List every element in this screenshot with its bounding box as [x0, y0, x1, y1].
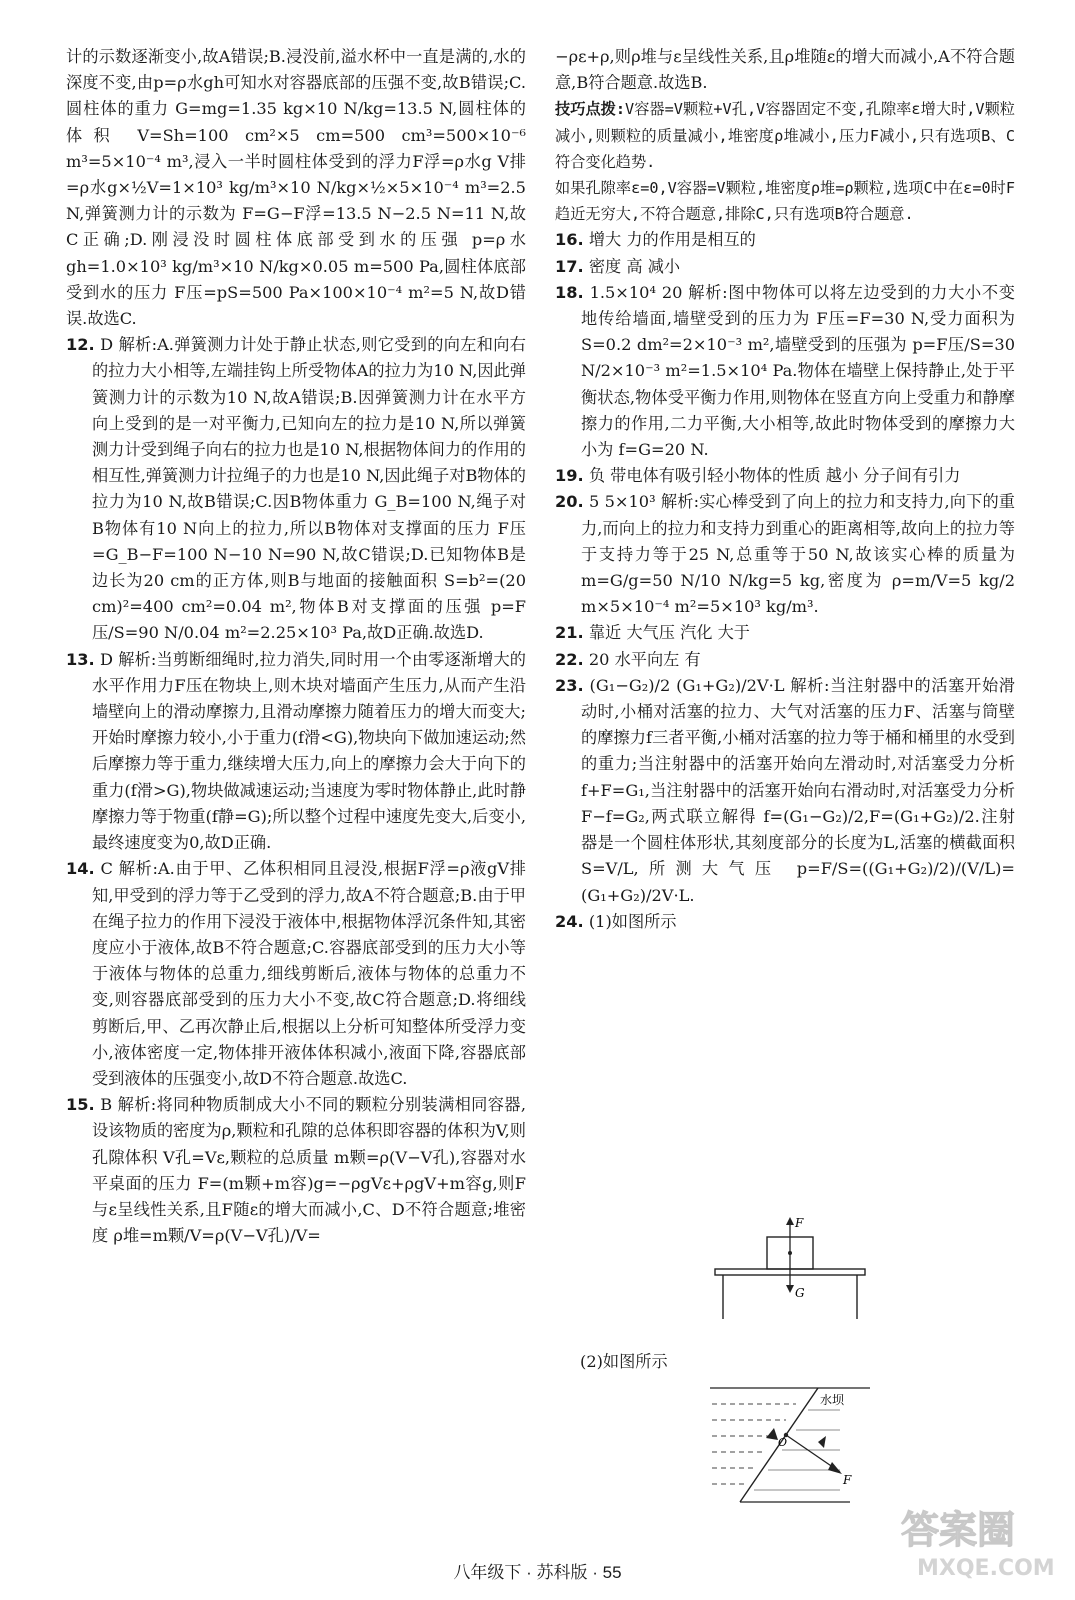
- answer-item-17: [555, 254, 1015, 280]
- continued-paragraph: −ρε+ρ,则ρ堆与ε呈线性关系,且ρ堆随ε的增大而减小,A不符合题意,B符合题意.故选B.: [555, 47, 1015, 93]
- item-number: 24.: [555, 911, 584, 931]
- pressure-marker-2: [818, 1436, 826, 1448]
- right-column: [555, 44, 1015, 935]
- answer-item-14: [66, 856, 526, 1092]
- answer-item-21: [555, 620, 1015, 646]
- item-text: D 解析:当剪断细绳时,拉力消失,同时用一个由零逐渐增大的水平作用力F压在物块上,则木块对墙面产生压力,从而产生沿墙壁向上的滑动摩擦力,且滑动摩擦力随着压力的增大而变大;开始时摩擦力较小,小于重力(f滑<G),物块向下做加速运动;然后摩擦力等于重力,继续增大压力,向上的摩擦力会大于向下的重力(f滑>G),物块做减速运动;当速度为零时物体静止,此时静摩擦力等于物重(f静=G);所以整个过程中速度先变大,后变小,最终速度变为0,故D正确.: [92, 649, 526, 853]
- item-text: 靠近 大气压 汽化 大于: [588, 623, 750, 643]
- item-24-part2: (2)如图所示: [580, 1352, 668, 1371]
- dam-hatch: [754, 1410, 840, 1490]
- watermark-url: MXQE.COM: [917, 1556, 1055, 1581]
- item-text: 负 带电体有吸引轻小物体的性质 越小 分子间有引力: [588, 466, 961, 486]
- page-footer: 八年级下 · 苏科版 · 55: [453, 1563, 622, 1582]
- left-column: [66, 44, 526, 1249]
- answer-item-19: [555, 463, 1015, 489]
- pressure-marker: [766, 1428, 778, 1440]
- arrowhead-down: [786, 1285, 794, 1293]
- label-G: G: [795, 1286, 805, 1300]
- label-O: O: [778, 1436, 788, 1449]
- arrowhead-up: [786, 1217, 794, 1225]
- item-number: 17.: [555, 256, 584, 276]
- figure-block-on-table: [705, 1215, 875, 1325]
- tip-text-2: 如果孔隙率ε=0,V容器=V颗粒,堆密度ρ堆=ρ颗粒,选项C中在ε=0时F趋近无穷大,不符合题意,排除C,只有选项B符合题意.: [555, 179, 1015, 224]
- item-number: 12.: [66, 335, 95, 355]
- label-F: F: [795, 1216, 804, 1230]
- item-text: 5 5×10³ 解析:实心棒受到了向上的拉力和支持力,向下的重力,而向上的拉力和支持力到重心的距离相等,故向上的拉力等于支持力等于25 N,总重等于50 N,故该实心棒的质量为 m=G/g=50 N/10 N/kg=5 kg,密度为 ρ=m/V=5 kg/2 m×5×10⁻⁴ m²=5×10³ kg/m³.: [581, 492, 1015, 617]
- tip-label: 技巧点拨:: [555, 100, 626, 119]
- answer-item-13: [66, 647, 526, 857]
- item-number: 14.: [66, 859, 95, 879]
- answer-item-12: [66, 332, 526, 646]
- item-text: 20 水平向左 有: [588, 649, 701, 669]
- answer-item-20: [555, 489, 1015, 620]
- item-number: 18.: [555, 282, 584, 302]
- item-text: B 解析:将同种物质制成大小不同的颗粒分别装满相同容器,设该物质的密度为ρ,颗粒和孔隙的总体积即容器的体积为V,则孔隙体积 V孔=Vε,颗粒的总质量 m颗=ρ(V−V孔),容器对水平桌面的压力 F=(m颗+m容)g=−ρgVε+ρgV+m容g,则F与ε呈线性关系,且F随ε的增大而减小,C、D不符合题意;堆密度 ρ堆=m颗/V=ρ(V−V孔)/V=: [92, 1095, 527, 1246]
- watermark-text: 答案圈: [901, 1508, 1016, 1552]
- item-number: 21.: [555, 623, 584, 643]
- answer-item-22: [555, 647, 1015, 673]
- item-text: (G₁−G₂)/2 (G₁+G₂)/2V·L 解析:当注射器中的活塞开始滑动时,小桶对活塞的拉力、大气对活塞的压力F、活塞与筒壁的摩擦力f三者平衡,小桶对活塞的拉力等于桶和桶里的水受到的重力;当注射器中的活塞开始向左滑动时,对活塞受力分析 f+F=G₁,当注射器中的活塞开始向右滑动时,对活塞受力分析 F−f=G₂,两式联立解得 f=(G₁−G₂)/2,F=(G₁+G₂)/2.注射器是一个圆柱体形状,其刻度部分的长度为L,活塞的横截面积 S=V/L,所测大气压 p=F/S=((G₁+G₂)/2)/(V/L)=(G₁+G₂)/2V·L.: [581, 675, 1015, 905]
- answer-item-23: [555, 673, 1015, 909]
- item-number: 22.: [555, 649, 584, 669]
- label-dam: 水坝: [820, 1393, 845, 1407]
- item-number: 13.: [66, 649, 95, 669]
- label-F: F: [843, 1473, 852, 1487]
- item-text: 密度 高 减小: [588, 256, 681, 276]
- item-text: 1.5×10⁴ 20 解析:图中物体可以将左边受到的力大小不变地传给墙面,墙壁受到的压力为 F压=F=30 N,受力面积为 S=0.2 dm²=2×10⁻³ m²,墙壁受到的压强为 p=F压/S=30 N/2×10⁻³ m²=1.5×10⁴ Pa.物体在墙壁上保持静止,处于平衡状态,物体受平衡力作用,则物体在竖直方向上受重力和静摩擦力的作用,二力平衡,大小相等,故此时物体受到的摩擦力大小为 f=G=20 N.: [581, 282, 1015, 460]
- item-text: C 解析:A.由于甲、乙体积相同且浸没,根据F浮=ρ液gV排知,甲受到的浮力等于乙受到的浮力,故A不符合题意;B.由于甲在绳子拉力的作用下浸没于液体中,根据物体浮沉条件知,其密度应小于液体,故B不符合题意;C.容器底部受到的压力大小等于液体与物体的总重力,细线剪断后,液体与物体的总重力不变,则容器底部受到的压力大小不变,故C符合题意;D.将细线剪断后,甲、乙再次静止后,根据以上分析可知整体所受浮力变小,液体密度一定,物体排开液体体积减小,液面下降,容器底部受到液体的压强变小,故D不符合题意.故选C.: [92, 859, 526, 1088]
- answer-item-24: [555, 909, 1015, 935]
- item-number: 16.: [555, 230, 584, 250]
- figure-dam: [700, 1380, 890, 1510]
- item-number: 15.: [66, 1095, 95, 1115]
- continued-paragraph: 计的示数逐渐变小,故A错误;B.浸没前,溢水杯中一直是满的,水的深度不变,由p=ρ水gh可知水对容器底部的压强不变,故B错误;C.圆柱体的重力 G=mg=1.35 kg×10 N/kg=13.5 N,圆柱体的体积 V=Sh=100 cm²×5 cm=500 cm³=500×10⁻⁶ m³=5×10⁻⁴ m³,浸入一半时圆柱体受到的浮力F浮=ρ水g V排=ρ水g×½V=1×10³ kg/m³×10 N/kg×½×5×10⁻⁴ m³=2.5 N,弹簧测力计的示数为 F=G−F浮=13.5 N−2.5 N=11 N,故C正确;D.刚浸没时圆柱体底部受到水的压强 p=ρ水gh=1.0×10³ kg/m³×10 N/kg×0.05 m=500 Pa,圆柱体底部受到水的压力 F压=pS=500 Pa×100×10⁻⁴ m²=5 N,故D错误.故选C.: [66, 47, 526, 329]
- item-number: 23.: [555, 675, 584, 695]
- item-number: 20.: [555, 492, 584, 512]
- answer-item-18: [555, 280, 1015, 463]
- item-text: (1)如图所示: [588, 911, 677, 931]
- tip-block: [555, 96, 1015, 175]
- item-text: D 解析:A.弹簧测力计处于静止状态,则它受到的向左和向右的拉力大小相等,左端挂钩上所受物体A的拉力为10 N,因此弹簧测力计的示数为10 N,故A错误;B.因弹簧测力计在水平方向上受到的是一对平衡力,已知向左的拉力是10 N,所以弹簧测力计受到绳子向右的拉力也是10 N,根据物体间力的作用的相互性,弹簧测力计拉绳子的力也是10 N,因此绳子对B物体的拉力为10 N,故B错误;C.因B物体重力 G_B=100 N,绳子对B物体有10 N向上的拉力,所以B物体对支撑面的压力 F压=G_B−F=100 N−10 N=90 N,故C错误;D.已知物体B是边长为20 cm的正方体,则B与地面的接触面积 S=b²=(20 cm)²=400 cm²=0.04 m²,物体B对支撑面的压强 p=F压/S=90 N/0.04 m²=2.25×10³ Pa,故D正确.故选D.: [92, 335, 526, 643]
- answer-item-16: [555, 227, 1015, 253]
- tip-text-1: V容器=V颗粒+V孔,V容器固定不变,孔隙率ε增大时,V颗粒减小,则颗粒的质量减小,堆密度ρ堆减小,压力F减小,只有选项B、C符合变化趋势.: [555, 100, 1015, 171]
- answer-item-15: [66, 1092, 526, 1249]
- arrowhead-F: [828, 1462, 842, 1474]
- item-text: 增大 力的作用是相互的: [588, 230, 756, 250]
- item-number: 19.: [555, 466, 584, 486]
